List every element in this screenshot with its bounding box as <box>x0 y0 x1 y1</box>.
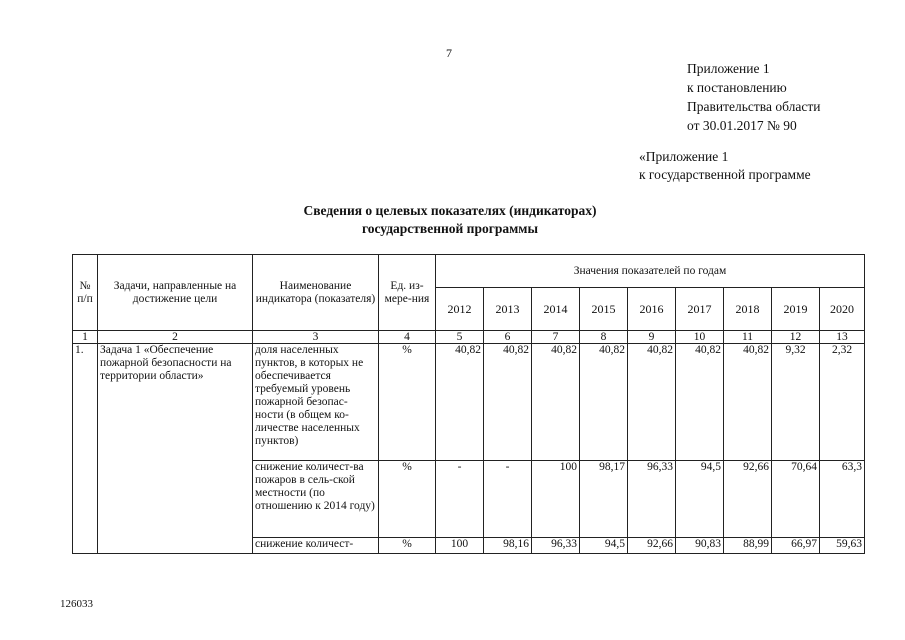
value-cell: 40,82 <box>628 344 676 461</box>
unit-cell: % <box>379 538 436 554</box>
document-title <box>200 202 700 238</box>
value-cell: 90,83 <box>676 538 724 554</box>
value-cell: 63,3 <box>820 461 865 538</box>
header-num: № п/п <box>73 255 98 331</box>
value-cell: 88,99 <box>724 538 772 554</box>
table-row <box>73 344 865 461</box>
value-cell: 40,82 <box>436 344 484 461</box>
appendix-header <box>687 59 820 135</box>
value-cell: 40,82 <box>580 344 628 461</box>
value-cell: 59,63 <box>820 538 865 554</box>
value-cell: - <box>484 461 532 538</box>
year-header: 2018 <box>724 288 772 331</box>
column-number: 10 <box>676 331 724 344</box>
value-cell: 70,64 <box>772 461 820 538</box>
unit-cell: % <box>379 461 436 538</box>
column-number: 3 <box>253 331 379 344</box>
header-tasks: Задачи, направленные на достижение цели <box>98 255 253 331</box>
unit-cell: % <box>379 344 436 461</box>
indicator-name: доля населенных пунктов, в которых не обеспечивается требуемый уровень пожарной безопас-ности (в общем ко-личестве населенных пунктов) <box>253 344 379 461</box>
task-number: 1. <box>73 344 98 554</box>
value-cell: 98,16 <box>484 538 532 554</box>
value-cell: 9,32 <box>772 344 820 461</box>
value-cell: 40,82 <box>676 344 724 461</box>
task-description: Задача 1 «Обеспечение пожарной безопасности на территории области» <box>98 344 253 554</box>
value-cell: 66,97 <box>772 538 820 554</box>
value-cell: 40,82 <box>724 344 772 461</box>
appendix-header-line: Приложение 1 <box>687 61 770 76</box>
value-cell: 92,66 <box>724 461 772 538</box>
column-number: 6 <box>484 331 532 344</box>
indicator-name: снижение количест- <box>253 538 379 554</box>
value-cell: 100 <box>532 461 580 538</box>
value-cell: 100 <box>436 538 484 554</box>
value-cell: 40,82 <box>484 344 532 461</box>
year-header: 2012 <box>436 288 484 331</box>
value-cell: - <box>436 461 484 538</box>
program-appendix-line: к государственной программе <box>639 167 811 182</box>
value-cell: 96,33 <box>532 538 580 554</box>
year-header: 2016 <box>628 288 676 331</box>
appendix-header-line: от 30.01.2017 № 90 <box>687 118 797 133</box>
header-values-by-year: Значения показателей по годам <box>436 255 865 288</box>
value-cell: 40,82 <box>532 344 580 461</box>
value-cell: 92,66 <box>628 538 676 554</box>
appendix-header-line: Правительства области <box>687 99 821 114</box>
page-number: 7 <box>446 46 452 60</box>
column-number: 9 <box>628 331 676 344</box>
indicators-table <box>72 254 865 554</box>
value-cell: 94,5 <box>580 538 628 554</box>
value-cell: 2,32 <box>820 344 865 461</box>
year-header: 2014 <box>532 288 580 331</box>
value-cell: 96,33 <box>628 461 676 538</box>
column-number: 2 <box>98 331 253 344</box>
program-appendix-header <box>639 148 811 184</box>
header-unit: Ед. из-мере-ния <box>379 255 436 331</box>
program-appendix-line: «Приложение 1 <box>639 149 729 164</box>
indicator-name: снижение количест-ва пожаров в сель-ской местности (по отношению к 2014 году) <box>253 461 379 538</box>
column-number: 13 <box>820 331 865 344</box>
column-number: 12 <box>772 331 820 344</box>
year-header: 2015 <box>580 288 628 331</box>
document-title-line: государственной программы <box>361 221 539 236</box>
document-code: 126033 <box>60 598 93 610</box>
year-header: 2020 <box>820 288 865 331</box>
column-number: 4 <box>379 331 436 344</box>
column-number: 1 <box>73 331 98 344</box>
column-number: 8 <box>580 331 628 344</box>
value-cell: 98,17 <box>580 461 628 538</box>
appendix-header-line: к постановлению <box>687 80 787 95</box>
value-cell: 94,5 <box>676 461 724 538</box>
header-indicator: Наименование индикатора (показателя) <box>253 255 379 331</box>
document-title-line: Сведения о целевых показателях (индикаторах) <box>303 203 597 218</box>
year-header: 2019 <box>772 288 820 331</box>
column-number: 5 <box>436 331 484 344</box>
year-header: 2017 <box>676 288 724 331</box>
column-number: 7 <box>532 331 580 344</box>
column-number: 11 <box>724 331 772 344</box>
year-header: 2013 <box>484 288 532 331</box>
